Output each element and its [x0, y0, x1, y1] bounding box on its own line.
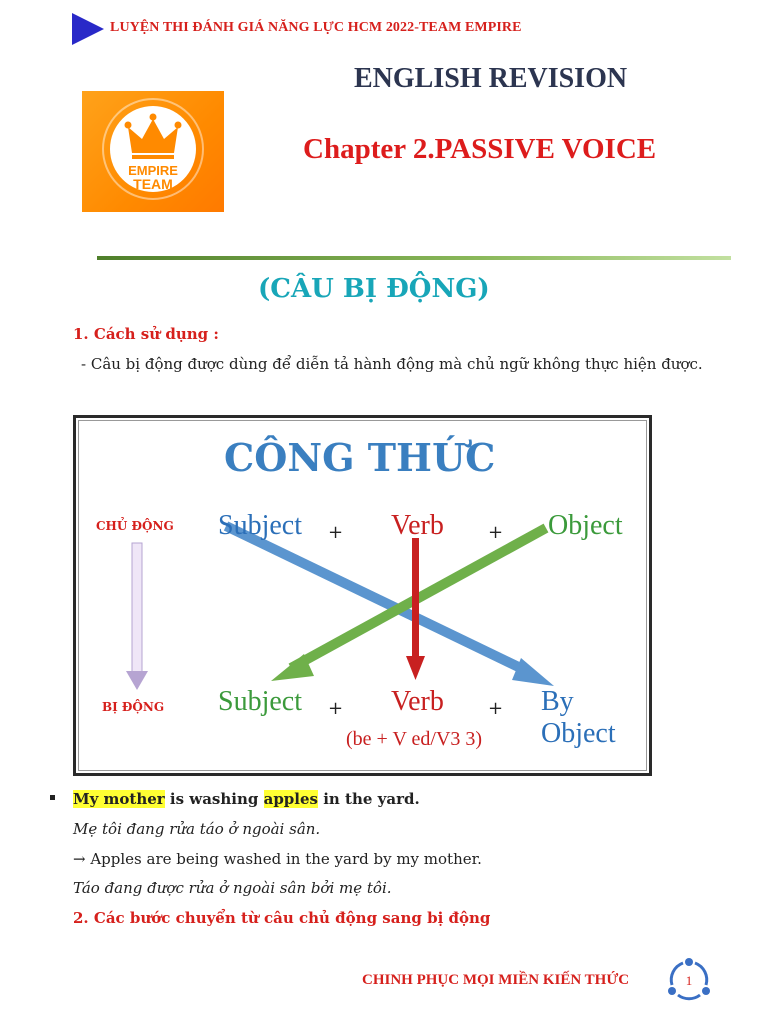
- example-sentence: [73, 790, 420, 808]
- formula-title: CÔNG THỨC: [224, 435, 496, 480]
- active-object: Object: [548, 510, 623, 541]
- example-verb-text: is washing: [164, 790, 264, 808]
- example-subject-highlight: My mother: [73, 790, 165, 808]
- crown-icon: [82, 91, 224, 212]
- page-number-badge: [666, 957, 712, 1003]
- example-passive: → Apples are being washed in the yard by my mother.: [73, 850, 482, 868]
- active-subject: Subject: [218, 510, 302, 541]
- document-title: ENGLISH REVISION: [354, 63, 628, 94]
- example-translation: Mẹ tôi đang rửa táo ở ngoài sân.: [73, 820, 321, 838]
- logo-line1: EMPIRE: [128, 163, 178, 178]
- footer-slogan: CHINH PHỤC MỌI MIỀN KIẾN THỨC: [362, 972, 630, 988]
- passive-object: By Object: [541, 686, 616, 749]
- passive-verb: Verb: [391, 686, 444, 717]
- active-plus-2: +: [488, 522, 504, 543]
- header-banner: LUYỆN THI ĐÁNH GIÁ NĂNG LỰC HCM 2022-TEAM EMPIRE: [110, 20, 522, 35]
- passive-plus-2: +: [488, 698, 504, 719]
- empire-team-logo: [82, 91, 224, 212]
- formula-diagram: [73, 415, 652, 776]
- example-object-highlight: apples: [263, 790, 318, 808]
- section1-text: - Câu bị động được dùng để diễn tả hành động mà chủ ngữ không thực hiện được.: [81, 355, 703, 373]
- example-rest-text: in the yard.: [317, 790, 420, 808]
- logo-line2: TEAM: [133, 176, 173, 192]
- section2-heading: 2. Các bước chuyển từ câu chủ động sang bị động: [73, 909, 491, 927]
- active-plus-1: +: [328, 522, 344, 543]
- page-number: 1: [685, 973, 693, 988]
- bullet-icon: [50, 795, 55, 800]
- divider-line: [97, 256, 731, 260]
- passive-verb-note: (be + V ed/V3 3): [346, 728, 483, 750]
- section1-heading: 1. Cách sử dụng :: [73, 325, 219, 343]
- header-triangle-icon: [72, 13, 104, 45]
- chapter-title: Chapter 2.PASSIVE VOICE: [303, 133, 657, 165]
- passive-voice-label: BỊ ĐỘNG: [102, 700, 165, 714]
- passive-subject: Subject: [218, 686, 302, 717]
- active-verb: Verb: [391, 510, 444, 541]
- section-subtitle: (CÂU BỊ ĐỘNG): [258, 274, 490, 304]
- active-voice-label: CHỦ ĐỘNG: [96, 519, 174, 533]
- passive-plus-1: +: [328, 698, 344, 719]
- example-passive-translation: Táo đang được rửa ở ngoài sân bởi mẹ tôi.: [73, 879, 392, 897]
